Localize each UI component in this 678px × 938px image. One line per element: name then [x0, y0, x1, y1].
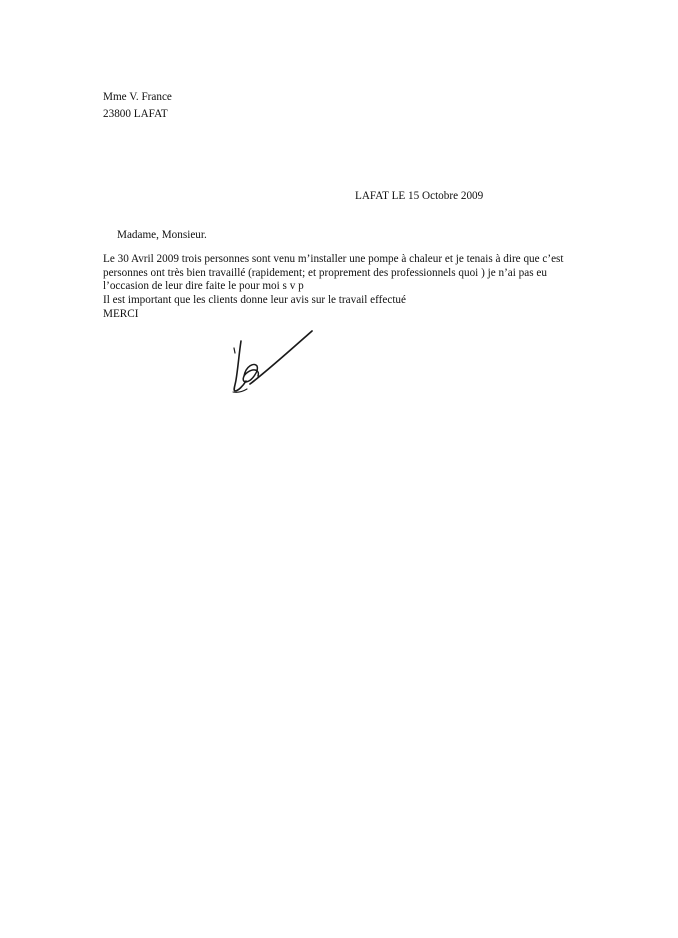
date-line: LAFAT LE 15 Octobre 2009 [355, 190, 484, 202]
handwritten-signature [224, 326, 324, 398]
body-line: l’occasion de leur dire faite le pour moi s v p [103, 280, 304, 292]
body-line: Il est important que les clients donne leur avis sur le travail effectué [103, 294, 406, 306]
sender-address: 23800 LAFAT [103, 108, 168, 120]
body-line: Le 30 Avril 2009 trois personnes sont venu m’installer une pompe à chaleur et je tenais à dire que c’est [103, 253, 564, 265]
sender-name: Mme V. France [103, 91, 172, 103]
closing-merci: MERCI [103, 308, 139, 320]
body-line: personnes ont très bien travaillé (rapidement; et proprement des professionnels quoi ) je n’ai pas eu [103, 267, 547, 279]
salutation: Madame, Monsieur. [117, 229, 207, 241]
